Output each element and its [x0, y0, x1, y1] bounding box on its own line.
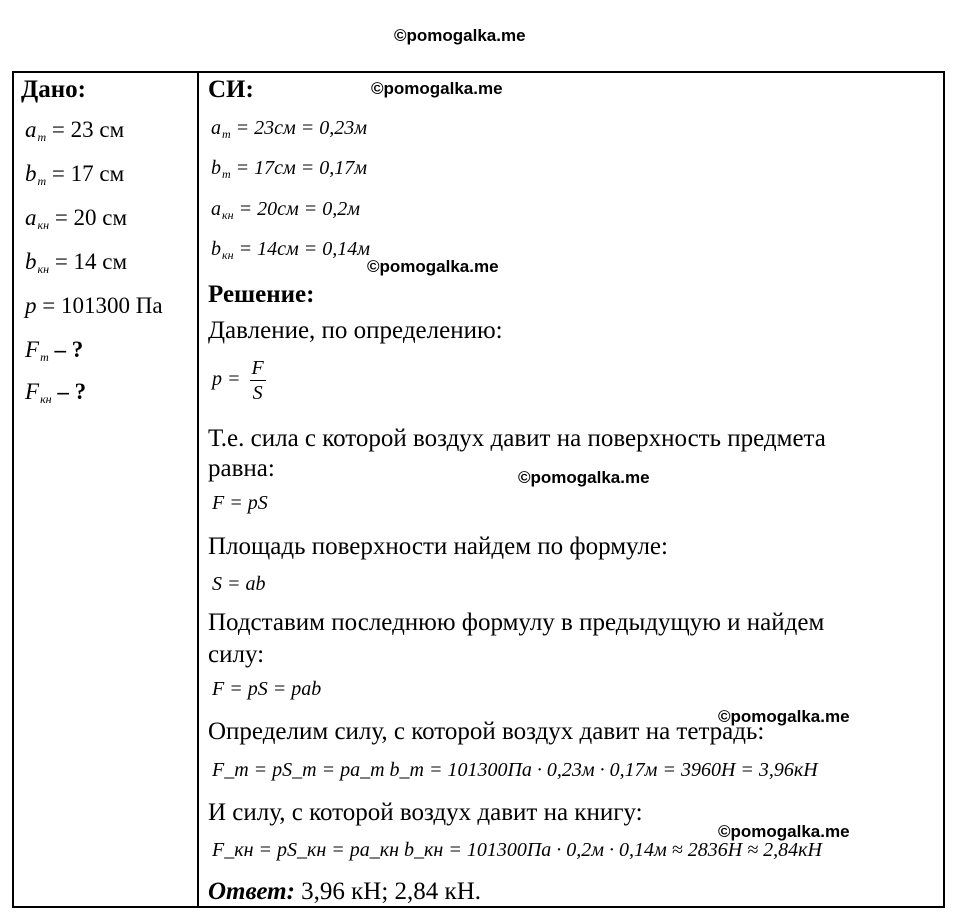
formula-force: F = pS	[212, 492, 268, 514]
si-item: $b_{кн} = 14см = 0,14м$	[211, 238, 370, 262]
answer-value: 3,96 кН; 2,84 кН.	[294, 878, 482, 905]
solution-text: Подставим последнюю формулу в предыдущую и найдем	[208, 609, 825, 636]
si-item: $a_{кн} = 20см = 0,2м$	[211, 198, 360, 222]
solution-table	[12, 71, 945, 908]
watermark: ©pomogalka.me	[371, 79, 503, 98]
solution-text: равна:	[208, 455, 275, 482]
solution-heading: Решение:	[208, 281, 315, 308]
formula-notebook: F_т = pS_т = pa_т b_т = 101300Па · 0,23м · 0,17м = 3960Н = 3,96кН	[212, 759, 818, 781]
given-item: $a_{кн} = 20$ см	[25, 205, 128, 232]
given-item: $b_т = 17$ см	[25, 161, 125, 188]
watermark: ©pomogalka.me	[718, 707, 850, 726]
watermark: ©pomogalka.me	[367, 257, 499, 276]
si-heading: СИ:	[208, 76, 254, 103]
si-item: $a_т = 23см = 0,23м$	[211, 117, 368, 141]
solution-text: И силу, с которой воздух давит на книгу:	[208, 799, 643, 826]
watermark: ©pomogalka.me	[718, 822, 850, 841]
si-item: $b_т = 17см = 0,17м$	[211, 157, 368, 181]
given-heading: Дано:	[21, 76, 86, 103]
formula-pressure: p = $\frac{F}{S}$	[212, 357, 264, 404]
given-item: p = 101300 Па	[25, 293, 163, 318]
answer-label: Ответ:	[208, 878, 295, 905]
column-divider	[197, 71, 199, 908]
formula-area: S = ab	[212, 573, 266, 595]
given-item: $a_т = 23$ см	[25, 117, 125, 144]
unknown-item: $F_{кн}$ – ?	[25, 379, 87, 406]
solution-text: Определим силу, с которой воздух давит на тетрадь:	[208, 718, 765, 745]
formula-book: F_кн = pS_кн = pa_кн b_кн = 101300Па · 0,2м · 0,14м ≈ 2836Н ≈ 2,84кН	[212, 839, 822, 861]
formula-combined: F = pS = pab	[212, 678, 322, 700]
unknown-item: $F_т$ – ?	[25, 337, 84, 364]
watermark: ©pomogalka.me	[518, 468, 650, 487]
solution-text: Площадь поверхности найдем по формуле:	[208, 533, 668, 560]
answer	[208, 879, 481, 904]
fraction: $\frac{F}{S}$	[251, 357, 264, 404]
solution-text: Давление, по определению:	[208, 317, 503, 344]
solution-text: Т.е. сила с которой воздух давит на поверхность предмета	[208, 425, 826, 452]
solution-text: силу:	[208, 641, 265, 668]
given-item: $b_{кн} = 14$ см	[25, 249, 128, 276]
watermark: ©pomogalka.me	[394, 26, 526, 45]
